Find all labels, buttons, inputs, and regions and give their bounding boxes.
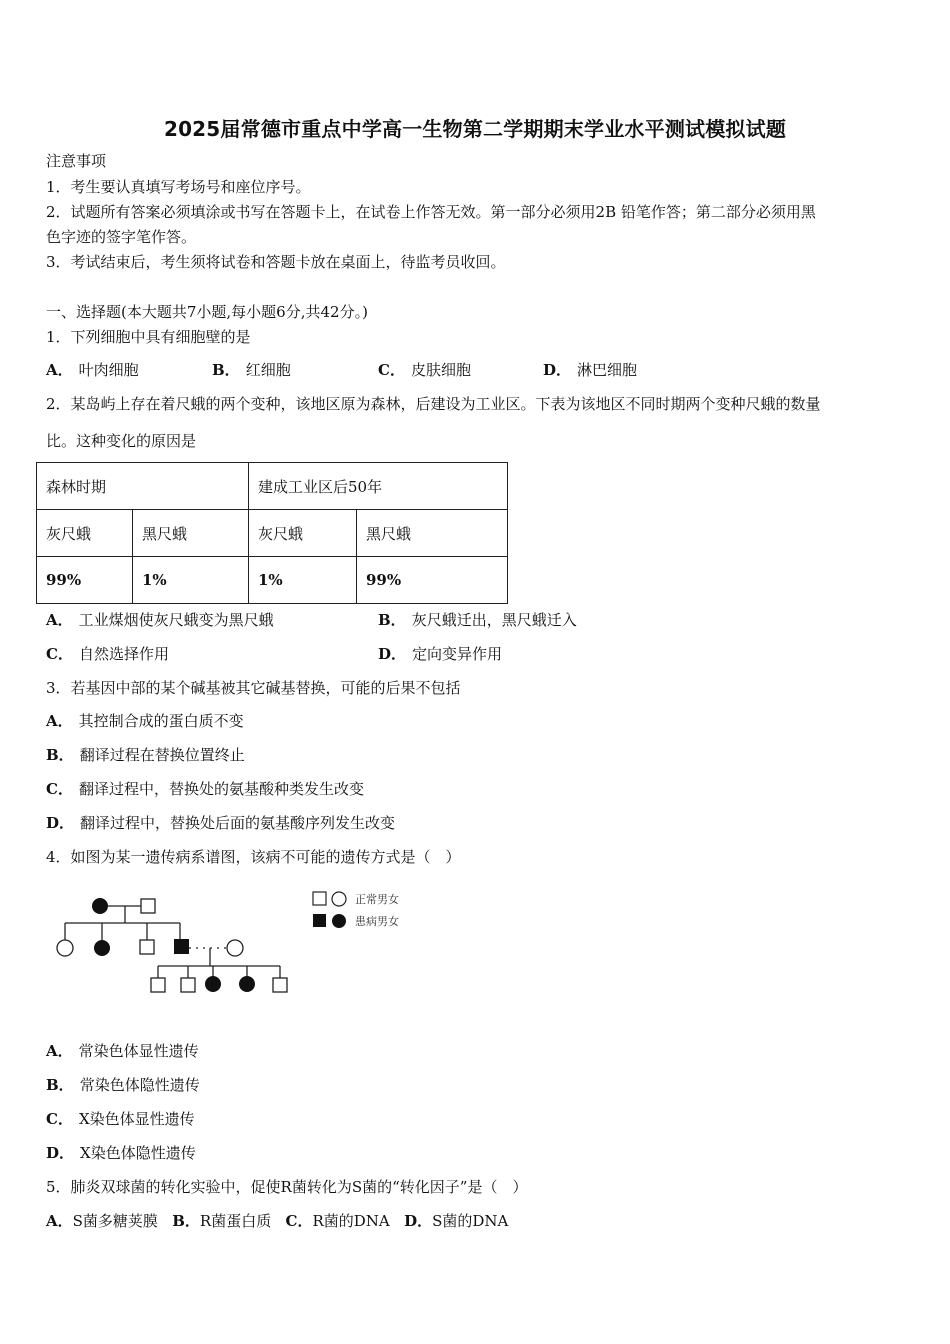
q4-stem: 4．如图为某一遗传病系谱图，该病不可能的遗传方式是（ ） — [46, 848, 461, 866]
legend-normal-female — [332, 892, 346, 906]
legend-affected-female — [332, 914, 346, 928]
table-value-gray-forest: 99% — [37, 557, 133, 604]
table-sub-gray-1: 灰尺蛾 — [37, 510, 133, 557]
q3-option-c: C． 翻译过程中，替换处的氨基酸种类发生改变 — [46, 780, 364, 798]
affected-female — [94, 940, 110, 956]
q3-option-d: D． 翻译过程中，替换处后面的氨基酸序列发生改变 — [46, 814, 396, 832]
table-sub-black-2: 黑尺蛾 — [357, 510, 508, 557]
q5-option-a: A．S菌多糖荚膜 — [46, 1212, 158, 1230]
affected-female — [205, 976, 221, 992]
legend-normal-label: 正常男女 — [355, 893, 399, 906]
q1-option-c: C． 皮肤细胞 — [378, 361, 471, 379]
normal-female — [57, 940, 73, 956]
q5-option-b: B．R菌蛋白质 — [172, 1212, 272, 1230]
normal-male — [181, 978, 195, 992]
section-heading: 一、选择题(本大题共7小题,每小题6分,共42分。) — [46, 303, 368, 321]
pedigree-chart — [40, 882, 420, 1002]
q5-options-row — [46, 1212, 508, 1230]
q4-option-d: D． X染色体隐性遗传 — [46, 1144, 196, 1162]
q2-option-d: D． 定向变异作用 — [378, 645, 503, 663]
q4-option-a: A． 常染色体显性遗传 — [46, 1042, 199, 1060]
table-sub-black-1: 黑尺蛾 — [133, 510, 249, 557]
affected-female — [92, 898, 108, 914]
q3-stem: 3．若基因中部的某个碱基被其它碱基替换，可能的后果不包括 — [46, 679, 461, 697]
q1-stem: 1．下列细胞中具有细胞壁的是 — [46, 328, 251, 346]
legend-affected-male — [313, 914, 326, 927]
q2-option-a: A． 工业煤烟使灰尺蛾变为黑尺蛾 — [46, 611, 274, 629]
normal-male — [140, 940, 154, 954]
affected-female — [239, 976, 255, 992]
q1-option-b: B． 红细胞 — [212, 361, 291, 379]
q4-option-c: C． X染色体显性遗传 — [46, 1110, 195, 1128]
moth-data-table — [36, 462, 508, 604]
table-header-forest: 森林时期 — [37, 463, 249, 510]
q1-option-a: A． 叶肉细胞 — [46, 361, 139, 379]
notice-heading: 注意事项 — [46, 152, 107, 170]
notice-item-2: 2．试题所有答案必须填涂或书写在答题卡上，在试卷上作答无效。第一部分必须用2B 铅笔作答；第二部分必须用黑 — [46, 203, 816, 221]
q1-option-d: D． 淋巴细胞 — [543, 361, 638, 379]
table-value-gray-industrial: 1% — [249, 557, 357, 604]
q3-option-b: B． 翻译过程在替换位置终止 — [46, 746, 245, 764]
table-sub-gray-2: 灰尺蛾 — [249, 510, 357, 557]
table-value-black-forest: 1% — [133, 557, 249, 604]
legend-normal-male — [313, 892, 326, 905]
normal-female — [227, 940, 243, 956]
q2-stem-line2: 比。这种变化的原因是 — [46, 432, 197, 450]
q2-stem-line1: 2．某岛屿上存在着尺蛾的两个变种，该地区原为森林，后建设为工业区。下表为该地区不同时期两个变种尺蛾的数量 — [46, 395, 821, 413]
legend-affected-label: 患病男女 — [355, 915, 399, 928]
q2-option-b: B． 灰尺蛾迁出，黑尺蛾迁入 — [378, 611, 577, 629]
normal-male — [151, 978, 165, 992]
normal-male — [273, 978, 287, 992]
notice-item-2-cont: 色字迹的签字笔作答。 — [46, 228, 197, 246]
q3-option-a: A． 其控制合成的蛋白质不变 — [46, 712, 244, 730]
page-title: 2025届常德市重点中学高一生物第二学期期末学业水平测试模拟试题 — [163, 117, 787, 141]
q5-option-d: D．S菌的DNA — [404, 1212, 509, 1230]
table-header-industrial: 建成工业区后50年 — [249, 463, 508, 510]
normal-male — [141, 899, 155, 913]
table-value-black-industrial: 99% — [357, 557, 508, 604]
q4-option-b: B． 常染色体隐性遗传 — [46, 1076, 200, 1094]
q5-stem: 5．肺炎双球菌的转化实验中，促使R菌转化为S菌的“转化因子”是（ ） — [46, 1178, 528, 1196]
notice-item-1: 1．考生要认真填写考场号和座位序号。 — [46, 178, 311, 196]
q5-option-c: C．R菌的DNA — [285, 1212, 390, 1230]
q2-option-c: C． 自然选择作用 — [46, 645, 169, 663]
notice-item-3: 3．考试结束后，考生须将试卷和答题卡放在桌面上，待监考员收回。 — [46, 253, 506, 271]
affected-male — [174, 939, 189, 954]
